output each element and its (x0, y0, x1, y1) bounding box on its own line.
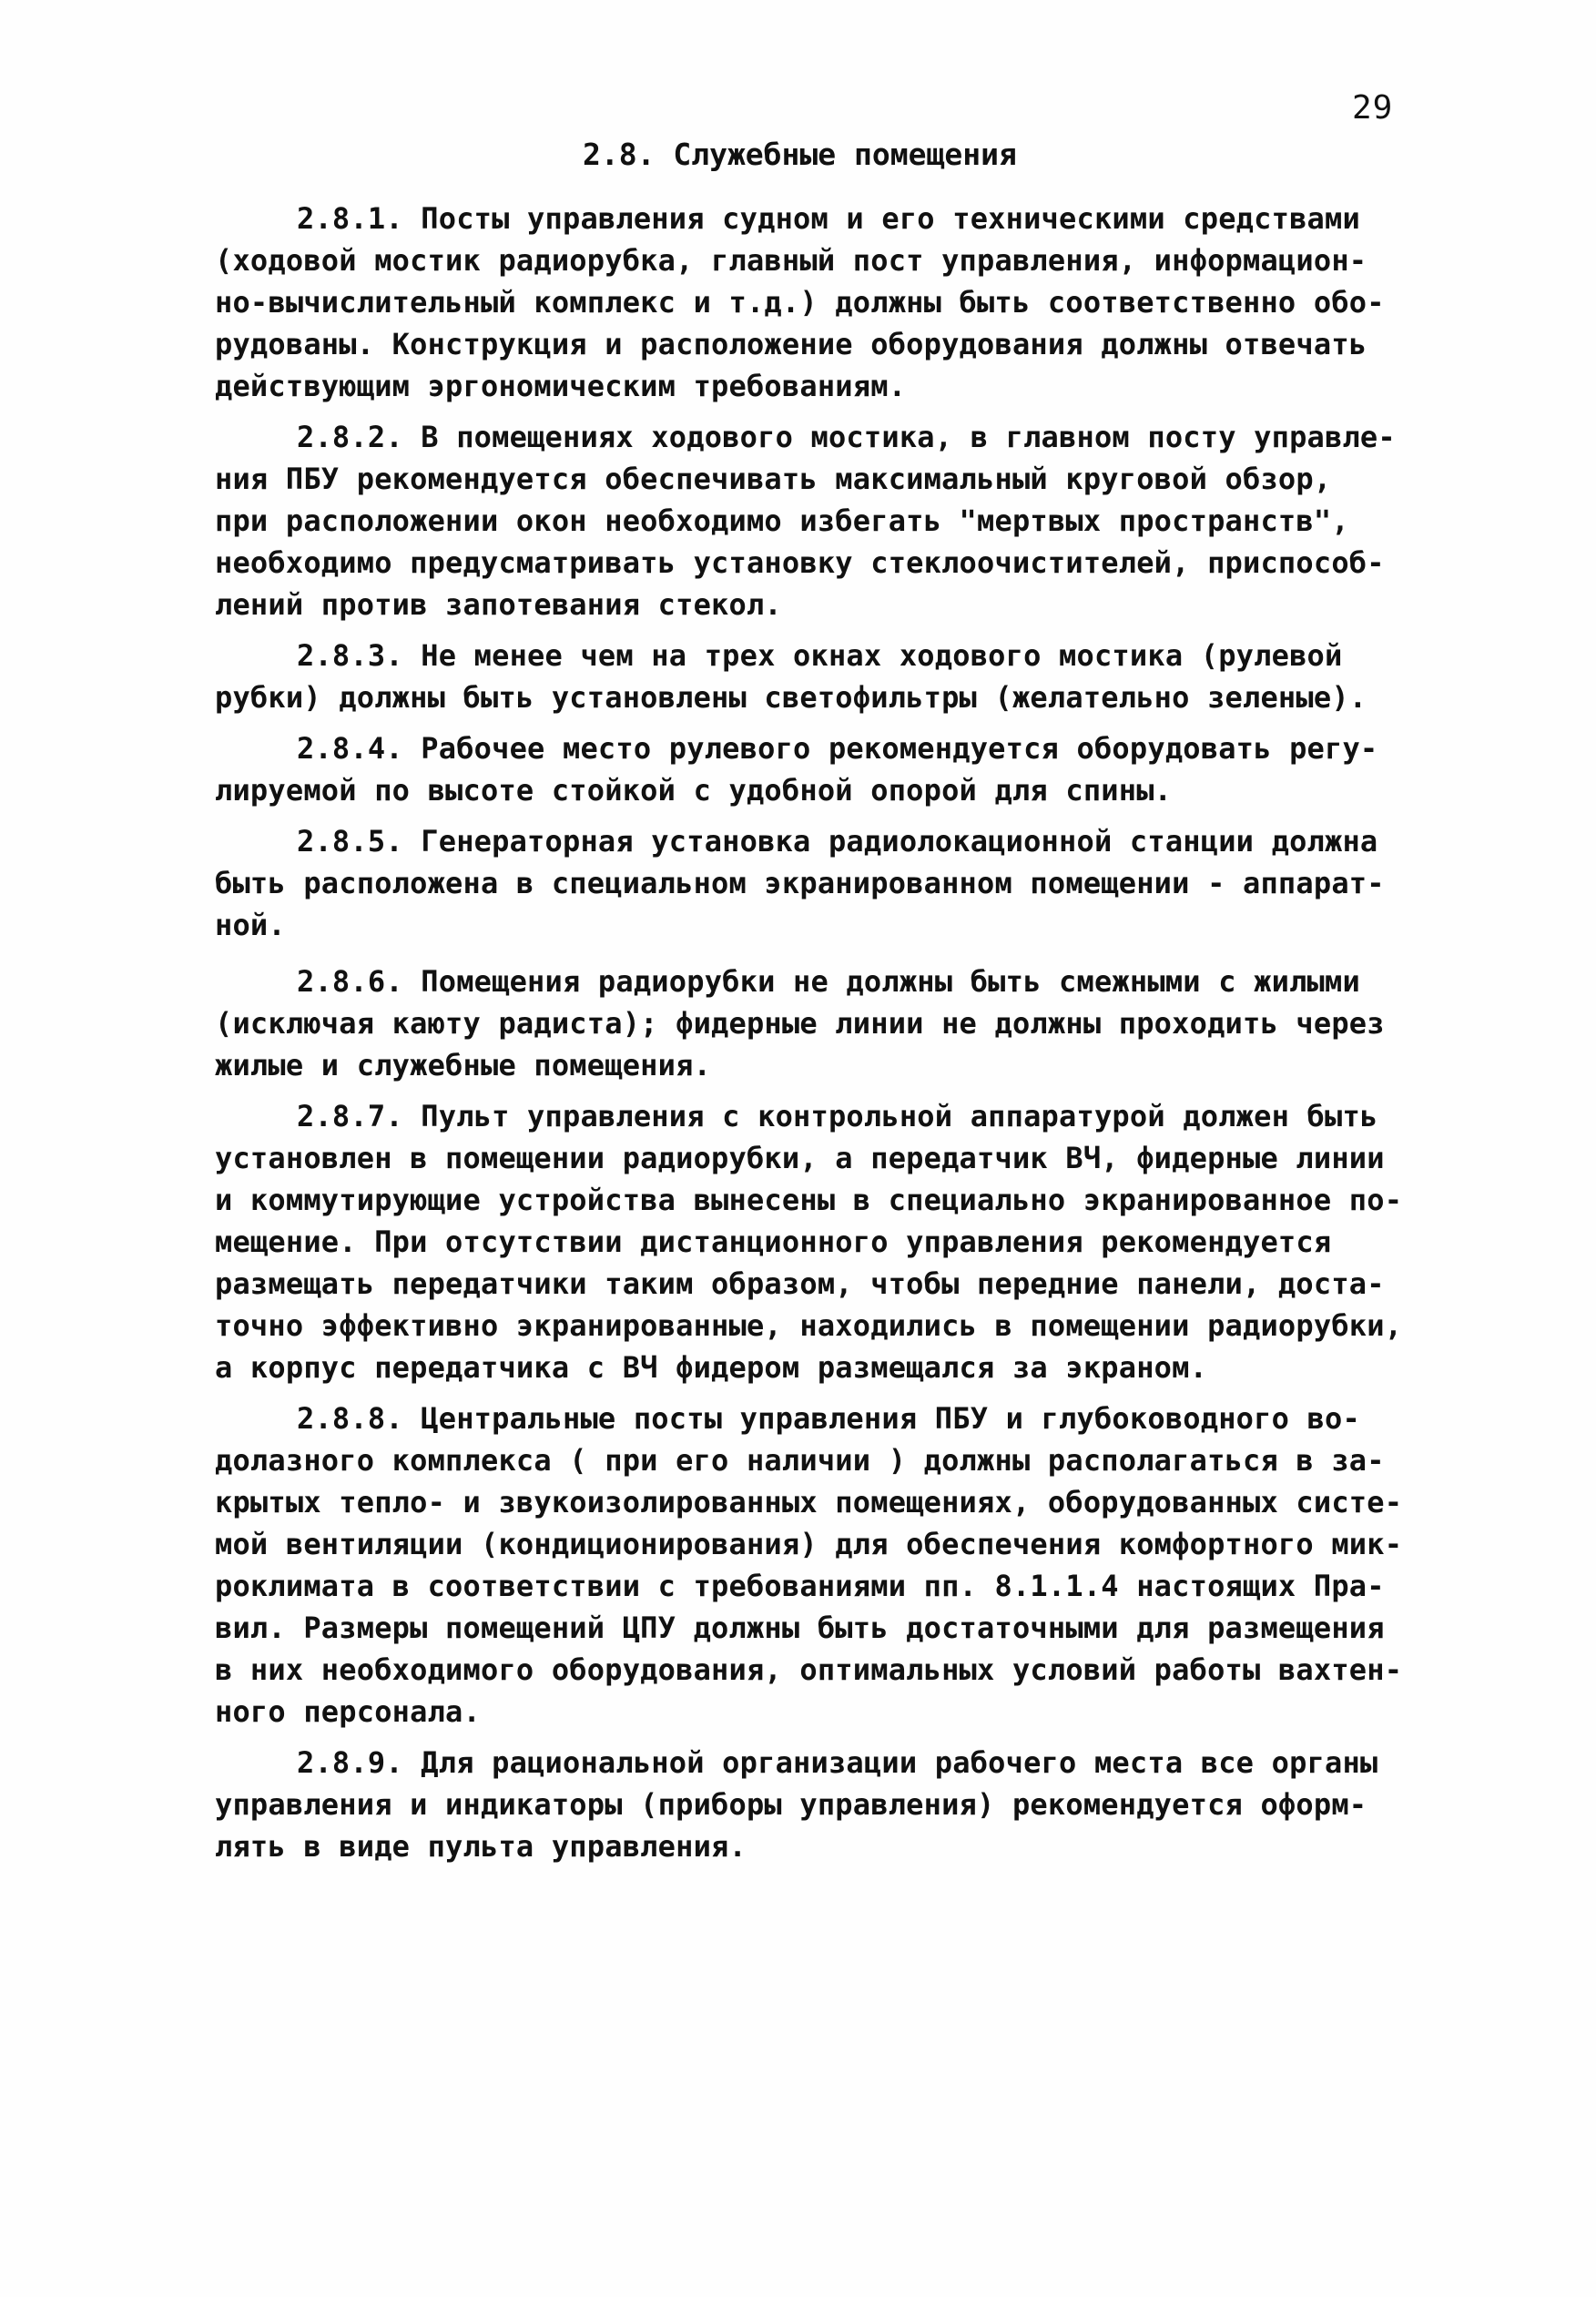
paragraph-2-8-4 (215, 727, 1526, 811)
text-line: мещение. При отсутствии дистанционного управления рекомендуется (215, 1225, 1332, 1259)
text-line: рудованы. Конструкция и расположение оборудования должны отвечать (215, 327, 1367, 361)
page-number: 29 (1352, 89, 1394, 127)
paragraph-2-8-3 (215, 635, 1526, 718)
text-line: в них необходимого оборудования, оптимальных условий работы вахтен- (215, 1652, 1403, 1687)
text-line: 2.8.1. Посты управления судном и его техническими средствами (297, 201, 1360, 236)
text-line: роклимата в соответствии с требованиями пп. 8.1.1.4 настоящих Пра- (215, 1569, 1385, 1603)
text-line: (ходовой мостик радиорубка, главный пост управления, информацион- (215, 243, 1367, 278)
text-line: лений против запотевания стекол. (215, 587, 782, 622)
text-line: 2.8.3. Не менее чем на трех окнах ходового мостика (рулевой (297, 638, 1343, 673)
paragraph-2-8-9 (215, 1742, 1526, 1867)
text-line: крытых тепло- и звукоизолированных помещениях, оборудованных систе- (215, 1485, 1403, 1519)
text-line: размещать передатчики таким образом, чтобы передние панели, доста- (215, 1266, 1385, 1301)
text-line: вил. Размеры помещений ЦПУ должны быть достаточными для размещения (215, 1611, 1385, 1645)
text-line: рубки) должны быть установлены светофильтры (желательно зеленые). (215, 680, 1367, 715)
paragraph-2-8-7 (215, 1095, 1526, 1388)
text-line: точно эффективно экранированные, находились в помещении радиорубки, (215, 1308, 1403, 1343)
text-line: быть расположена в специальном экранированном помещении - аппарат- (215, 866, 1385, 900)
text-line: долазного комплекса ( при его наличии ) должны располагаться в за- (215, 1443, 1385, 1478)
text-line: необходимо предусматривать установку стеклоочистителей, приспособ- (215, 545, 1385, 580)
paragraph-2-8-1 (215, 198, 1526, 407)
text-line: (исключая каюту радиста); фидерные линии не должны проходить через (215, 1006, 1385, 1041)
text-line: а корпус передатчика с ВЧ фидером размещался за экраном. (215, 1350, 1208, 1385)
text-line: 2.8.9. Для рациональной организации рабочего места все органы (297, 1745, 1378, 1780)
text-line: жилые и служебные помещения. (215, 1048, 712, 1082)
paragraph-2-8-2 (215, 416, 1526, 625)
paragraph-2-8-5 (215, 820, 1526, 946)
text-line: при расположении окон необходимо избегать "мертвых пространств", (215, 503, 1349, 538)
text-line: но-вычислительный комплекс и т.д.) должны быть соответственно обо- (215, 285, 1385, 320)
text-line: ного персонала. (215, 1694, 481, 1729)
text-line: 2.8.5. Генераторная установка радиолокационной станции должна (297, 824, 1378, 859)
text-line: и коммутирующие устройства вынесены в специально экранированное по- (215, 1183, 1403, 1217)
paragraph-2-8-6 (215, 960, 1526, 1086)
text-line: действующим эргономическим требованиям. (215, 369, 907, 403)
text-line: лируемой по высоте стойкой с удобной опорой для спины. (215, 773, 1173, 808)
text-line: 2.8.6. Помещения радиорубки не должны быть смежными с жилыми (297, 964, 1360, 999)
text-line: ной. (215, 908, 286, 942)
text-line: 2.8.4. Рабочее место рулевого рекомендуется оборудовать регу- (297, 731, 1378, 766)
text-line: 2.8.2. В помещениях ходового мостика, в главном посту управле- (297, 420, 1396, 454)
text-line: ния ПБУ рекомендуется обеспечивать максимальный круговой обзор, (215, 462, 1332, 496)
paragraph-2-8-8 (215, 1398, 1526, 1733)
text-line: мой вентиляции (кондиционирования) для обеспечения комфортного мик- (215, 1527, 1403, 1561)
text-line: управления и индикаторы (приборы управления) рекомендуется оформ- (215, 1787, 1367, 1822)
section-body (215, 198, 1526, 1867)
text-line: лять в виде пульта управления. (215, 1829, 747, 1864)
text-line: 2.8.7. Пульт управления с контрольной аппаратурой должен быть (297, 1099, 1378, 1133)
section-title: 2.8. Служебные помещения (583, 137, 1017, 172)
text-line: установлен в помещении радиорубки, а передатчик ВЧ, фидерные линии (215, 1141, 1385, 1175)
text-line: 2.8.8. Центральные посты управления ПБУ и глубоководного во- (297, 1401, 1360, 1436)
